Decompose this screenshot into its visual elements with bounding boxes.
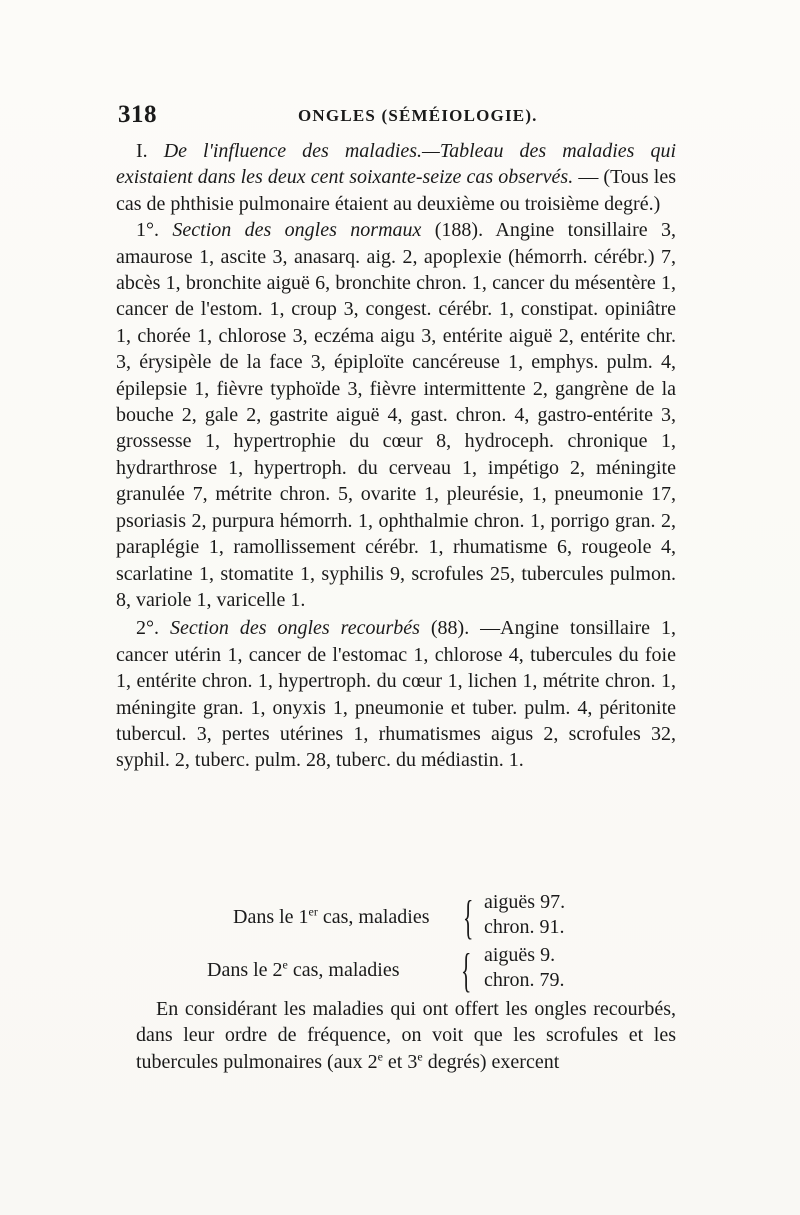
intro-note: — (Tous les cas de phthisie pulmonaire étaient au deuxième ou troisième degré.) — [116, 166, 676, 215]
section-2-paragraph — [116, 615, 676, 773]
closing-paragraph: En considérant les maladies qui ont offert les ongles recourbés, dans leur ordre de fréquence, on voit que les scrofules et les tubercules pulmonaires (aux 2e et 3e degrés) exercent — [136, 998, 676, 1073]
main-text — [116, 138, 676, 774]
section-1-body: (188). Angine tonsillaire 3, amaurose 1, ascite 3, anasarq. aig. 2, apoplexie (hémorrh. cérébr.) 7, abcès 1, bronchite aiguë 6, bronchite chron. 1, cancer du mésentère 1, cancer de l'estom. 1, croup 3, congest. cérébr. 1, constipat. opiniâtre 1, chorée 1, chlorose 3, eczéma aigu 3, entérite aiguë 2, entérite chr. 3, érysipèle de la face 3, épiploïte cancéreuse 1, emphys. pulm. 4, épilepsie 1, fièvre typhoïde 3, fièvre intermittente 2, gangrène de la bouche 2, gale 2, gastrite aiguë 4, gast. chron. 4, gastro-entérite 3, grossesse 1, hypertrophie du cœur 8, hydroceph. chronique 1, hydrarthrose 1, hypertroph. du cerveau 1, impétigo 2, méningite granulée 7, métrite chron. 5, ovarite 1, pleurésie, 1, pneumonie 17, psoriasis 2, purpura hémorrh. 1, ophthalmie chron. 1, porrigo gran. 2, paraplégie 1, ramollissement cérébr. 1, rhumatisme 6, rougeole 4, scarlatine 1, stomatite 1, syphilis 9, scrofules 25, tubercules pulmon. 8, variole 1, varicelle 1. — [116, 219, 676, 611]
intro-numeral: I. — [136, 140, 148, 162]
intro-title: De l'influence des maladies.—Tableau des maladies qui existaient dans les deux cent soixante-seize cas observés. — [116, 140, 676, 189]
page-header — [118, 101, 678, 131]
brace-icon: { — [461, 944, 472, 997]
summary-case-1 — [116, 890, 676, 946]
section-1-title: Section des ongles normaux — [172, 219, 422, 242]
page-number: 318 — [118, 101, 157, 128]
running-title: ONGLES (SÉMÉIOLOGIE). — [298, 106, 538, 125]
summary-case-2-acute: aiguës 9. — [484, 944, 556, 966]
section-1-lead: 1°. — [136, 219, 159, 242]
section-2-title: Section des ongles recourbés — [169, 617, 420, 640]
section-2-lead: 2°. — [136, 617, 159, 640]
summary-case-2-label: Dans le 2e cas, maladies — [207, 957, 400, 981]
brace-icon: { — [463, 891, 474, 944]
summary-case-1-label: Dans le 1er cas, maladies — [233, 904, 430, 928]
summary-case-1-acute: aiguës 97. — [484, 891, 566, 913]
closing-text: En considérant les maladies qui ont offert les ongles recourbés, dans leur ordre de fréquence, on voit que les scrofules et les tubercules pulmonaires (aux 2 — [136, 998, 676, 1073]
section-1-paragraph — [116, 217, 676, 613]
summary-case-2 — [116, 943, 676, 999]
summary-case-2-chronic: chron. 79. — [484, 969, 565, 991]
intro-paragraph — [116, 138, 676, 217]
section-2-body: (88). —Angine tonsillaire 1, cancer utérin 1, cancer de l'estomac 1, chlorose 4, tubercules du foie 1, entérite chron. 1, hypertroph. du cœur 1, lichen 1, métrite chron. 1, méningite gran. 1, onyxis 1, pneumonie et tuber. pulm. 4, péritonite tubercul. 3, pertes utérines 1, rhumatismes aigus 2, scrofules 32, syphil. 2, tuberc. pulm. 28, tuberc. du médiastin. 1. — [116, 617, 676, 772]
summary-case-1-chronic: chron. 91. — [484, 916, 565, 938]
